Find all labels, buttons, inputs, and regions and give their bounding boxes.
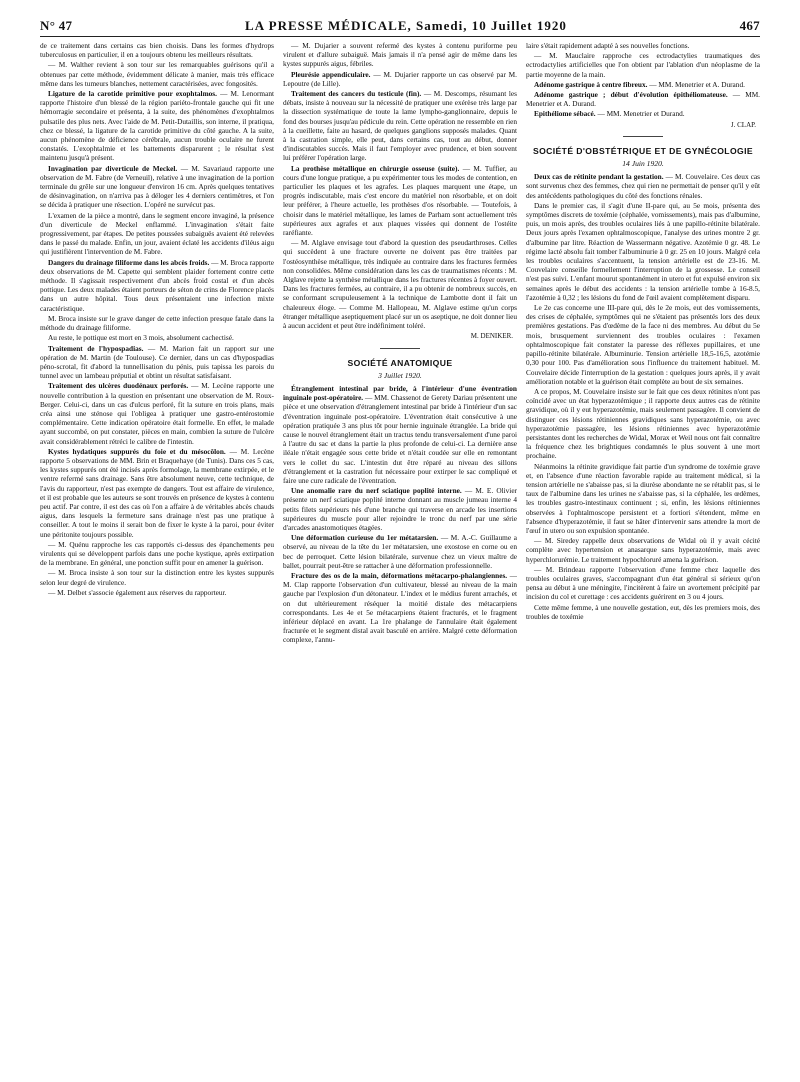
paragraph-body: — M. Lenormant rapporte l'histoire d'un blessé de la région pariéto-frontale gauche qui fit une hémorragie secondaire et présenta, à la suite, des phénomènes d'exophtalmos pulsatile des plus nets. Avec l'aide de M. Petit-Dutaillis, son interne, il pratiqua, chez ce blessé, la ligature de la carotide primitive du côté gauche. A la suite, aucun phénomène de déficience cérébrale, aucun trouble oculaire ne furent constatés. L'exophtalmie et les battements disparurent ; le résultat s'est maintenu jusqu'à présent.	[40, 89, 274, 163]
paragraph	[526, 387, 760, 461]
paragraph	[40, 164, 274, 210]
paragraph-body: — M. Brindeau rapporte l'observation d'une femme chez laquelle des troubles oculaires graves, s'accompagnant d'un état général si sérieux qu'on pensa au début à une méningite, l'incitèrent à faire un avortement précipité par incision du col et curettage : ces accidents guérirent en 3 ou 4 jours.	[526, 564, 760, 602]
paragraph-body: Dans le premier cas, il s'agit d'une II-pare qui, au 5e mois, présenta des symptômes discrets de toxémie (céphalée, vomissements), mais pas d'albumine, puis, un mois après, des troubles oculaires liés à une papillo-rétinite bilatérale. Deux jours après l'examen ophtalmoscopique, l'analyse des urines montre 2 gr. d'albumine par litre. Réaction de Wassermann négative. Azotémie 0 gr. 48. Le régime lacté absolu fait tomber l'albuminurie à 0 gr. 25 en 10 jours. Malgré cela les troubles oculaires s'accentuent, la tension artérielle est de 23-16. M. Couvelaire conseille formellement l'interruption de la grossesse. Le conseil n'est pas suivi. L'enfant mourut spontanément in utero et fut expulsé environ six semaines après le début des accidents : la tension artérielle tombe à 16-8.5, l'azotémie à 0,32 ; les lésions du fond de l'œil avaient complètement disparu.	[526, 200, 760, 302]
paragraph-heading: Traitement des ulcères duodénaux perforés.	[48, 381, 189, 391]
column-1	[40, 41, 274, 1071]
paragraph	[526, 80, 760, 89]
paragraph-body: — M. Quénu rapproche les cas rapportés ci-dessus des épanchements peu virulents qui se développent parfois dans une poche kystique, après extirpation de la membrane. En général, une ponction suffit pour en amener la guérison.	[40, 539, 274, 568]
paragraph-body: — M. Broca rapporte deux observations de M. Capette qui semblent plaider fortement contre cette méthode. Il s'agissait respectivement d'un abcès froid costal et d'un abcès pottique. Les deux malades étaient porteurs de séton de crins de Florence placés dans un autre hôpital. Tous deux présentaient une infection mixte caractéristique.	[40, 257, 274, 313]
paragraph-body: — M. Dujarier rapporte un cas observé par M. Lepoutre (de Lille).	[283, 69, 517, 88]
paragraph-body: — M. A.-C. Guillaume a observé, au niveau de la tête du 1er métatarsien, une exostose en corne ou en bec de perroquet. Cette lésion bilatérale, survenue chez un vieux maître de ballet, pourrait peut-être se rattacher à une déformation professionnelle.	[283, 533, 517, 570]
paragraph	[283, 70, 517, 88]
paragraph-heading: Traitement de l'hypospadias.	[48, 343, 144, 353]
paragraph-body: — M. Tuffier, au cours d'une longue pratique, a pu expérimenter tous les modes de contention, en particulier les plaques et les agrafes. Les plaques marquent une étape, un progrès indiscutable, mais c'est encore du matériel non résorbable, et on doit leur préférer, à l'heure actuelle, les prothèses d'os résorbable. — Toutefois, à choisir dans le matériel métallique, les lames de Parham sont actuellement très supérieures aux agrafes et aux plaques vissées qui donnent de l'ostéite raréfiante.	[283, 163, 517, 238]
paragraph	[40, 588, 274, 597]
paragraph	[283, 41, 517, 69]
paragraph	[40, 333, 274, 342]
paragraph	[526, 303, 760, 386]
paragraph	[40, 211, 274, 257]
paragraph	[40, 344, 274, 381]
column-3-top	[526, 41, 760, 119]
paragraph	[526, 462, 760, 536]
issue-number: N° 47	[40, 18, 73, 33]
paragraph-heading: Adénome gastrique ; début d'évolution épithéliomateuse.	[534, 90, 728, 100]
paragraph	[526, 603, 760, 621]
paragraph	[283, 384, 517, 485]
paragraph-body: Néanmoins la rétinite gravidique fait partie d'un syndrome de toxémie grave et, en l'absence d'une réaction favorable rapide au traitement médical, si la tension artérielle ne s'abaisse pas, si la diurèse abondante ne se rétablit pas, si le taux de l'albumine dans les urines ne s'abaisse pas, si la céphalée, les œdèmes, les troubles gastro-intestinaux continuent ; si, enfin, les lésions rétiniennes observées à l'ophtalmoscope persistent et a fortiori s'étendent, même en l'absence d'hyperazotémie, il faut se hâter d'intervenir sans attendre la mort de l'œuf in utero ou son expulsion spontanée.	[526, 461, 760, 535]
journal-title: LA PRESSE MÉDICALE, Samedi, 10 Juillet 1920	[245, 18, 567, 33]
paragraph-heading: Étranglement intestinal par bride, à l'intérieur d'une éventration inguinale post-opératoire.	[283, 383, 517, 403]
paragraph-body: — MM. Menetrier et Durand.	[597, 109, 685, 119]
paragraph	[40, 41, 274, 59]
paragraph	[526, 565, 760, 602]
column-3-bottom	[526, 172, 760, 621]
paragraph-body: A ce propos, M. Couvelaire insiste sur le fait que ces deux rétinites n'ont pas coïncidé avec un état hyperazotémique ; il rapporte deux autres cas de rétinite gravidique, où il y eut hyperazotémie, mais seulement passagère. Il convient de distinguer ces lésions rétiniennes gravidiques sans hyperazotémie, ou avec hyperazotémie passagère, les lésions rétiniennes avec hyperazotémie persistantes dont les recherches de Widal, Morax et Weil nous ont fait connaître la fréquence chez les brightiques condamnés le plus souvent à une mort prochaine.	[526, 386, 760, 461]
paragraph	[40, 60, 274, 88]
paragraph-body: — M. Savariaud rapporte une observation de M. Fabre (de Verneuil), relative à une invagination de la portion terminale du grêle sur une longueur d'environ 16 cm. Après quelques tentatives de désinvagination, on n'arriva pas à déloger les 4 derniers centimètres, et l'on se décida à pratiquer une résection. L'opéré ne survécut pas.	[40, 163, 274, 210]
paragraph-body: — M. Broca insiste à son tour sur la distinction entre les kystes suppurés selon leur degré de virulence.	[40, 568, 274, 587]
paragraph	[526, 41, 760, 50]
separator-rule	[623, 136, 663, 137]
paragraph-body: Cette même femme, à une nouvelle gestation, eut, dès les premiers mois, des troubles de toxémie	[526, 602, 760, 621]
paragraph-body: — M. Dujarier a souvent refermé des kystes à contenu puriforme peu virulent et d'allure subaiguë. Mais jamais il n'a pensé agir de même dans les kystes suppurés aigus, fébriles.	[283, 41, 517, 69]
paragraph	[40, 447, 274, 539]
column-2-top	[283, 41, 517, 330]
running-head	[40, 18, 760, 34]
paragraph	[40, 89, 274, 163]
paragraph	[526, 51, 760, 79]
paragraph-body: — M. Descomps, résumant les débats, insiste à nouveau sur la nécessité de pratiquer une exérèse très large par la dissection systématique de toute la lame lympho-ganglionnaire, depuis le fond des bourses jusqu'au pédicule du rein. Cette opération ne ressemble en rien à la cueillette, faite au hasard, de quelques ganglions supposés malades. Quant à la castration simple, elle peut, dans certains cas, tout au début, donner d'indiscutables succès. Mais il faut l'employer avec prudence, et bien souvent lui préférer l'opération large.	[283, 89, 517, 163]
paragraph-heading: Invagination par diverticule de Meckel.	[48, 163, 178, 173]
paragraph	[40, 540, 274, 568]
paragraph-body: — M. Siredey rappelle deux observations de Widal où il y avait cécité complète avec hypertension et anasarque sans hyperazotémie, mais avec hyperchlorurémie. Le traitement hypochloruré amena la guérison.	[526, 536, 760, 564]
column-2	[283, 41, 517, 1071]
paragraph-body: — M. Delbet s'associe également aux réserves du rapporteur.	[48, 587, 227, 597]
paragraph-heading: Adénome gastrique à centre fibreux.	[534, 79, 648, 89]
paragraph-body: — M. Marion fait un rapport sur une opération de M. Martin (de Toulouse). Ce dernier, dans un cas d'hypospadias péno-scrotal, fit d'abord la tunnellisation du pénis, puis tapissa les parois du tunnel avec un lambeau préputial et obtint un résultat satisfaisant.	[40, 343, 274, 381]
paragraph-heading: La prothèse métallique en chirurgie osseuse (suite).	[291, 163, 460, 173]
paragraph-body: — M. Walther revient à son tour sur les remarquables guérisons qu'il a obtenues par cette méthode, évidemment délicate à manier, mais très efficace même dans les tumeurs blanches, nettement caractérisées, avec fongosités.	[40, 60, 274, 88]
paragraph-body: Au reste, le pottique est mort en 3 mois, absolument cachectisé.	[48, 333, 234, 343]
paragraph-heading: Fracture des os de la main, déformations métacarpo-phalangiennes.	[291, 570, 508, 580]
paragraph	[526, 172, 760, 200]
paragraph-body: — MM. Menetrier et A. Durand.	[526, 90, 760, 109]
paragraph-body: — M. Alglave envisage tout d'abord la question des pseudarthroses. Celles qui succèdent à une fracture ouverte ne doivent pas être traitées par l'ostéosynthèse métallique, très indiquée au contraire dans les fractures fermées non consolidées. Même considération dans les cas de traumatismes récents : M. Alglave rejette la synthèse métallique dans les fractures récentes à foyer ouvert. Dans les fractures fermées, au contraire, il a pu obtenir de nombreux succès, en se conformant scrupuleusement à la technique de Lambotte dont il fait un chaleureux éloge. — Comme M. Hallopeau, M. Alglave estime qu'un corps étranger métallique aseptiquement placé sur un os aseptique, ne doit donner lieu à aucun accident et peut être indéfiniment toléré.	[283, 238, 517, 331]
paragraph-body: — M. Clap rapporte l'observation d'un cultivateur, blessé au niveau de la main gauche par l'explosion d'un détonateur. L'index et le médius furent arrachés, et on dut ultérieurement réséquer la moitié distale des métacarpiens correspondants. Les 4e et 5e métacarpiens étaient fracturés, et le fragment inférieur déplacé en avant. La 1re phalange de l'annulaire était également fracturée et le segment distal avait basculé en arrière. Malgré cette déformation complexe, l'annu-	[283, 570, 517, 645]
separator-rule	[380, 348, 420, 349]
section-date-obstetrique: 14 Juin 1920.	[622, 159, 664, 169]
paragraph-body: laire s'était rapidement adapté à ses nouvelles fonctions.	[526, 41, 690, 50]
section-title-anatomique: SOCIÉTÉ ANATOMIQUE	[347, 357, 453, 368]
paragraph-body: — M. Mauclaire rapproche ces ectrodactylies traumatiques des ectrodactylies artificielles que l'on obtient par l'ablation d'un néoplasme de la partie moyenne de la main.	[526, 51, 760, 79]
paragraph	[40, 258, 274, 313]
paragraph-body: Le 2e cas concerne une III-pare qui, dès le 2e mois, eut des vomissements, des crises de céphalée, symptômes qui ne s'étaient pas présentés lors des deux premières gestations. Pas d'œdème de la face ni des membres. Au début du 5e mois, brusquement surviennent des troubles oculaires : l'examen ophtalmoscopique fait constater la paresse des réflexes pupillaires, et une papillo-rétinite bilatérale. Albuminurie. Tension artérielle 18,5-16,5, azotémie 0,30 pour 100. Pas d'amélioration sous l'influence du traitement habituel. M. Couvelaire décide l'interruption de la gestation : quelques jours après, il y avait amélioration notable et la guérison était complète au bout de six semaines.	[526, 303, 760, 386]
paragraph	[526, 201, 760, 302]
paragraph-heading: Ligature de la carotide primitive pour exophtalmos.	[48, 89, 217, 99]
paragraph-heading: Dangers du drainage filiforme dans les abcès froids.	[48, 257, 210, 267]
paragraph-heading: Pleurésie appendiculaire.	[291, 69, 371, 79]
paragraph	[283, 486, 517, 532]
paragraph-heading: Traitement des cancers du testicule (fin).	[291, 89, 422, 99]
paragraph-body: M. Broca insiste sur le grave danger de cette infection presque fatale dans la méthode du drainage filiforme.	[40, 313, 274, 333]
paragraph	[526, 109, 760, 118]
paragraph-body: — M. Lecène rapporte une nouvelle contribution à la question en présentant une observation de M. Roux-Berger. Celui-ci, dans un cas d'ulcus perforé, fit la suture en trois plans, mais créa ainsi une sténose qui l'obligea à pratiquer une gastro-entérostomie complémentaire. Cette indication opératoire était formelle. En effet, le malade ayant succombé, on put constater, pièces en main, combien la suture de l'ulcère avait considérablement rétréci le calibre de l'intestin.	[40, 381, 274, 446]
paragraph-body: — M. Lecène rapporte 5 observations de MM. Brin et Braquehaye (de Tunis). Dans ces 5 cas, les kystes suppurés ont été incisés après formolage, la membrane extirpée, et le ventre refermé sans drainage. Sans être absolument neuve, cette technique, de l'avis du rapporteur, n'est pas exempte de dangers. Tout est affaire de virulence, et il est probable que les auteurs se sont trouvés en présence de kystes à contenu peu actif. Par contre, il est des cas où l'on a affaire à de véritables abcès chauds aigus, dans lesquels la fermeture sans drainage n'est pas une pratique à conseiller. A tout le moins il serait bon de fixer le kyste à la paroi, pour éviter une péritonite toujours possible.	[40, 446, 274, 539]
section-title-obstetrique: SOCIÉTÉ D'OBSTÉTRIQUE ET DE GYNÉCOLOGIE	[532, 145, 754, 156]
paragraph	[40, 568, 274, 586]
paragraph-body: L'examen de la pièce a montré, dans le segment encore invaginé, la présence d'un diverticule de Meckel enflammé. L'invagination s'était faite progressivement, par étapes. De petites poussées subaiguës avaient été relevées dans le passé du malade. Enfin, un jour, avaient éclaté les accidents d'iléus aigu qui justifièrent l'intervention de M. Fabre.	[40, 210, 274, 257]
column-3	[526, 41, 760, 1071]
paragraph	[40, 381, 274, 445]
section-date-anatomique: 3 Juillet 1920.	[378, 370, 422, 380]
paragraph	[526, 536, 760, 564]
paragraph	[283, 571, 517, 645]
paragraph	[40, 314, 274, 332]
paragraph-heading: Une déformation curieuse du 1er métatarsien.	[291, 533, 439, 543]
signature-clap: J. CLAP.	[730, 120, 756, 129]
header-rule	[40, 36, 760, 37]
paragraph	[526, 90, 760, 108]
paragraph	[283, 164, 517, 238]
paragraph-body: de ce traitement dans certains cas bien choisis. Dans les formes d'hydrops tuberculosus en particulier, il en a toujours obtenu les meilleurs résultats.	[40, 41, 274, 60]
paragraph	[283, 89, 517, 163]
paragraph	[283, 238, 517, 330]
paragraph-heading: Epithéliome sébacé.	[534, 109, 596, 119]
paragraph-body: — MM. Chassenot de Gerety Dariau présentent une pièce et une observation d'étranglement intestinal par bride à l'intérieur d'un sac d'éventration inguinale post-opératoire. L'éventration était consécutive à une opération pratiquée 3 ans plus tôt pour hernie inguinale étranglée. La bride qui cause le nouvel étranglement était un tractus tendu transversalement d'une paroi à l'autre du sac et dans la partie la plus profonde de celui-ci. La dernière anse iléale n'était engagée sous cette bride et n'était coudée sur elle en remontant vers le collet du sac. L'intestin dut être réparé au niveau des sillons d'étranglement et la castration fut nécessaire pour extirper le sac compliqué et faire une cure radicale de l'éventration.	[283, 393, 517, 485]
paragraph-heading: Une anomalie rare du nerf sciatique poplité interne.	[291, 486, 462, 496]
page-number: 467	[739, 18, 760, 33]
paragraph-body: — MM. Menetrier et A. Durand.	[649, 79, 745, 89]
signature-deniker: M. DENIKER.	[470, 332, 513, 341]
column-2-bottom	[283, 384, 517, 645]
paragraph-body: — M. E. Olivier présente un nerf sciatique poplité interne donnant au muscle jumeau interne 4 petits filets supérieurs nés d'une branche qui traverse en arcade les insertions supérieures du muscle pour aller rejoindre le tronc du nerf par une série d'arcades anastomotiques étagées.	[283, 486, 517, 532]
paragraph-body: — M. Couvelaire. Ces deux cas sont survenus chez des femmes, chez qui rien ne permettait de penser qu'il y eût des antécédents pathologiques du côté des fonctions rénales.	[526, 172, 760, 200]
text-columns	[40, 41, 760, 1071]
paragraph-heading: Deux cas de rétinite pendant la gestation.	[534, 172, 664, 182]
paragraph	[283, 533, 517, 570]
paragraph-heading: Kystes hydatiques suppurés du foie et du mésocôlon.	[48, 446, 226, 456]
